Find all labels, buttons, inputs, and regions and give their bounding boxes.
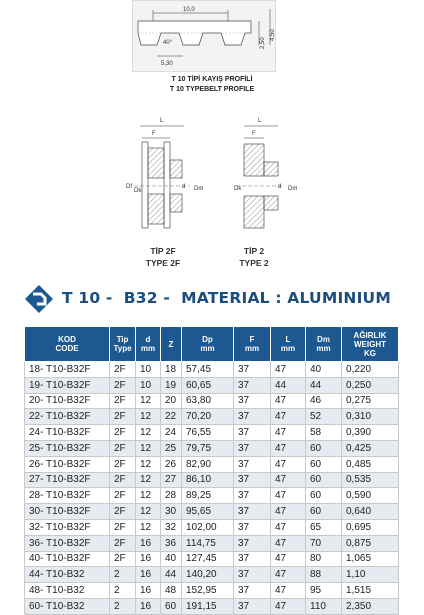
cell-f: 37 bbox=[234, 567, 271, 583]
cell-l: 47 bbox=[271, 425, 306, 441]
cell-dp: 114,75 bbox=[182, 535, 234, 551]
type-2f-drawing bbox=[126, 118, 203, 228]
cell-dp: 152,95 bbox=[182, 583, 234, 599]
header-text: mm bbox=[200, 344, 215, 353]
cell-l: 47 bbox=[271, 393, 306, 409]
cell-dm: 40 bbox=[306, 362, 342, 378]
profile-caption-tr: T 10 TİPİ KAYIŞ PROFİLİ bbox=[171, 76, 253, 83]
belt-profile-svg bbox=[133, 1, 275, 71]
type-2-label-en: TYPE 2 bbox=[239, 258, 269, 268]
table-row bbox=[25, 567, 399, 583]
cell-d: 10 bbox=[136, 377, 161, 393]
cell-dm: 58 bbox=[306, 425, 342, 441]
cell-l: 47 bbox=[271, 535, 306, 551]
cell-weight: 2,350 bbox=[342, 598, 399, 614]
cell-l: 47 bbox=[271, 440, 306, 456]
cell-z: 22 bbox=[161, 409, 182, 425]
svg-text:d: d bbox=[278, 184, 282, 190]
cell-tip: 2F bbox=[110, 519, 136, 535]
cell-l: 47 bbox=[271, 409, 306, 425]
table-row bbox=[25, 440, 399, 456]
header-text: KOD bbox=[58, 335, 76, 344]
cell-d: 12 bbox=[136, 425, 161, 441]
cell-f: 37 bbox=[234, 409, 271, 425]
cell-tip: 2 bbox=[110, 567, 136, 583]
svg-text:F: F bbox=[152, 131, 156, 137]
column-header-z bbox=[161, 327, 182, 362]
cell-d: 16 bbox=[136, 598, 161, 614]
cell-tip: 2F bbox=[110, 377, 136, 393]
belt-profile-drawing bbox=[132, 0, 276, 72]
cell-f: 37 bbox=[234, 488, 271, 504]
cell-d: 12 bbox=[136, 504, 161, 520]
cell-tip: 2F bbox=[110, 472, 136, 488]
cell-z: 20 bbox=[161, 393, 182, 409]
cell-f: 37 bbox=[234, 519, 271, 535]
cell-f: 37 bbox=[234, 425, 271, 441]
svg-text:F: F bbox=[252, 131, 256, 137]
column-header-kod bbox=[25, 327, 110, 362]
cell-z: 40 bbox=[161, 551, 182, 567]
column-header-dp bbox=[182, 327, 234, 362]
cell-weight: 0,640 bbox=[342, 504, 399, 520]
spec-table bbox=[24, 326, 399, 615]
cell-f: 37 bbox=[234, 456, 271, 472]
cell-kod: 27- T10-B32F bbox=[25, 472, 110, 488]
cell-tip: 2F bbox=[110, 504, 136, 520]
header-text: Tip bbox=[116, 335, 129, 344]
cell-weight: 0,485 bbox=[342, 456, 399, 472]
cell-weight: 1,10 bbox=[342, 567, 399, 583]
cell-tip: 2F bbox=[110, 393, 136, 409]
cell-kod: 22- T10-B32F bbox=[25, 409, 110, 425]
cell-kod: 25- T10-B32F bbox=[25, 440, 110, 456]
cell-tip: 2F bbox=[110, 362, 136, 378]
table-row bbox=[25, 598, 399, 614]
cell-f: 37 bbox=[234, 598, 271, 614]
cell-d: 16 bbox=[136, 535, 161, 551]
svg-text:Dk: Dk bbox=[234, 186, 242, 192]
cell-weight: 0,695 bbox=[342, 519, 399, 535]
cell-dp: 57,45 bbox=[182, 362, 234, 378]
cell-dp: 76,55 bbox=[182, 425, 234, 441]
cell-kod: 40- T10-B32F bbox=[25, 551, 110, 567]
cell-weight: 0,250 bbox=[342, 377, 399, 393]
cell-dp: 70,20 bbox=[182, 409, 234, 425]
table-row bbox=[25, 393, 399, 409]
svg-text:Dm: Dm bbox=[194, 186, 204, 192]
cell-dp: 82,90 bbox=[182, 456, 234, 472]
table-row bbox=[25, 377, 399, 393]
header-text: Dm bbox=[317, 335, 330, 344]
cell-kod: 24- T10-B32F bbox=[25, 425, 110, 441]
cell-z: 25 bbox=[161, 440, 182, 456]
table-row bbox=[25, 551, 399, 567]
cell-f: 37 bbox=[234, 535, 271, 551]
table-body bbox=[25, 362, 399, 615]
cell-dp: 60,65 bbox=[182, 377, 234, 393]
column-header-d bbox=[136, 327, 161, 362]
header-text: CODE bbox=[55, 344, 79, 353]
header-text: mm bbox=[244, 344, 260, 353]
table-row bbox=[25, 456, 399, 472]
cell-z: 28 bbox=[161, 488, 182, 504]
cell-dp: 102,00 bbox=[182, 519, 234, 535]
column-header-tip bbox=[110, 327, 136, 362]
table-row bbox=[25, 583, 399, 599]
cell-f: 37 bbox=[234, 551, 271, 567]
cell-dm: 60 bbox=[306, 472, 342, 488]
cell-dp: 140,20 bbox=[182, 567, 234, 583]
svg-text:L: L bbox=[258, 118, 262, 124]
cell-l: 47 bbox=[271, 504, 306, 520]
cell-weight: 0,275 bbox=[342, 393, 399, 409]
cell-d: 12 bbox=[136, 409, 161, 425]
cell-dp: 191,15 bbox=[182, 598, 234, 614]
cell-kod: 48- T10-B32 bbox=[25, 583, 110, 599]
angle-dim: 40° bbox=[163, 40, 173, 46]
cell-tip: 2F bbox=[110, 488, 136, 504]
type-2f-label-tr: TİP 2F bbox=[150, 246, 176, 256]
cell-f: 37 bbox=[234, 440, 271, 456]
cell-z: 26 bbox=[161, 456, 182, 472]
cell-l: 47 bbox=[271, 567, 306, 583]
cell-weight: 1,515 bbox=[342, 583, 399, 599]
cell-d: 12 bbox=[136, 456, 161, 472]
cell-dp: 86,10 bbox=[182, 472, 234, 488]
cell-kod: 19- T10-B32F bbox=[25, 377, 110, 393]
cell-l: 47 bbox=[271, 472, 306, 488]
cell-dp: 79,75 bbox=[182, 440, 234, 456]
width-dim: 5,30 bbox=[161, 61, 173, 67]
cell-kod: 60- T10-B32 bbox=[25, 598, 110, 614]
cell-weight: 0,390 bbox=[342, 425, 399, 441]
cell-dm: 60 bbox=[306, 504, 342, 520]
table-row bbox=[25, 535, 399, 551]
pulley-drawings bbox=[112, 104, 312, 244]
cell-d: 16 bbox=[136, 567, 161, 583]
cell-dp: 89,25 bbox=[182, 488, 234, 504]
cell-kod: 18- T10-B32F bbox=[25, 362, 110, 378]
type-2-label-tr: TİP 2 bbox=[243, 246, 265, 256]
pitch-dim: 10,0 bbox=[183, 7, 195, 13]
cell-d: 12 bbox=[136, 393, 161, 409]
cell-z: 24 bbox=[161, 425, 182, 441]
table-row bbox=[25, 409, 399, 425]
cell-z: 32 bbox=[161, 519, 182, 535]
svg-text:Df: Df bbox=[126, 184, 132, 190]
svg-text:Dm: Dm bbox=[288, 186, 298, 192]
column-header-weight bbox=[342, 327, 399, 362]
cell-l: 47 bbox=[271, 551, 306, 567]
column-header-f bbox=[234, 327, 271, 362]
header-text: d bbox=[145, 335, 151, 344]
cell-kod: 26- T10-B32F bbox=[25, 456, 110, 472]
cell-d: 16 bbox=[136, 551, 161, 567]
tooth-height-dim: 2,50 bbox=[260, 37, 266, 49]
cell-z: 19 bbox=[161, 377, 182, 393]
profile-caption-en: T 10 TYPEBELT PROFILE bbox=[169, 86, 255, 93]
cell-z: 36 bbox=[161, 535, 182, 551]
cell-kod: 30- T10-B32F bbox=[25, 504, 110, 520]
cell-dm: 52 bbox=[306, 409, 342, 425]
cell-d: 16 bbox=[136, 583, 161, 599]
cell-dm: 60 bbox=[306, 440, 342, 456]
column-header-dm bbox=[306, 327, 342, 362]
cell-l: 47 bbox=[271, 456, 306, 472]
cell-tip: 2 bbox=[110, 583, 136, 599]
cell-weight: 0,535 bbox=[342, 472, 399, 488]
cell-dp: 63,80 bbox=[182, 393, 234, 409]
cell-d: 12 bbox=[136, 519, 161, 535]
cell-l: 47 bbox=[271, 519, 306, 535]
svg-text:d: d bbox=[182, 184, 186, 190]
page-title: T 10 - B32 - MATERIAL : ALUMINIUM bbox=[62, 289, 391, 307]
cell-z: 18 bbox=[161, 362, 182, 378]
header-text: WEIGHT bbox=[354, 339, 386, 349]
table-row bbox=[25, 362, 399, 378]
header-text: Type bbox=[113, 344, 132, 353]
cell-weight: 0,875 bbox=[342, 535, 399, 551]
cell-f: 37 bbox=[234, 377, 271, 393]
cell-tip: 2F bbox=[110, 440, 136, 456]
type-2f-label-en: TYPE 2F bbox=[145, 258, 181, 268]
brand-logo-icon bbox=[24, 284, 54, 314]
cell-l: 47 bbox=[271, 362, 306, 378]
cell-l: 47 bbox=[271, 583, 306, 599]
svg-text:Dk: Dk bbox=[134, 188, 142, 194]
cell-weight: 0,425 bbox=[342, 440, 399, 456]
cell-dm: 44 bbox=[306, 377, 342, 393]
svg-text:L: L bbox=[160, 118, 164, 124]
cell-weight: 0,310 bbox=[342, 409, 399, 425]
cell-d: 12 bbox=[136, 488, 161, 504]
cell-d: 12 bbox=[136, 472, 161, 488]
cell-dm: 80 bbox=[306, 551, 342, 567]
cell-tip: 2F bbox=[110, 409, 136, 425]
type-2-drawing bbox=[234, 118, 297, 228]
cell-dm: 46 bbox=[306, 393, 342, 409]
cell-f: 37 bbox=[234, 472, 271, 488]
table-row bbox=[25, 472, 399, 488]
cell-kod: 44- T10-B32 bbox=[25, 567, 110, 583]
header-text: F bbox=[249, 335, 255, 344]
cell-l: 44 bbox=[271, 377, 306, 393]
header-text: mm bbox=[316, 344, 331, 353]
cell-weight: 0,590 bbox=[342, 488, 399, 504]
cell-z: 60 bbox=[161, 598, 182, 614]
cell-dm: 110 bbox=[306, 598, 342, 614]
cell-f: 37 bbox=[234, 504, 271, 520]
header-text: Dp bbox=[202, 335, 213, 344]
cell-dp: 95,65 bbox=[182, 504, 234, 520]
cell-f: 37 bbox=[234, 393, 271, 409]
cell-dm: 70 bbox=[306, 535, 342, 551]
cell-z: 48 bbox=[161, 583, 182, 599]
cell-weight: 0,220 bbox=[342, 362, 399, 378]
cell-z: 27 bbox=[161, 472, 182, 488]
cell-dm: 60 bbox=[306, 456, 342, 472]
cell-d: 12 bbox=[136, 440, 161, 456]
cell-d: 10 bbox=[136, 362, 161, 378]
cell-weight: 1,065 bbox=[342, 551, 399, 567]
cell-z: 44 bbox=[161, 567, 182, 583]
cell-dm: 65 bbox=[306, 519, 342, 535]
cell-l: 47 bbox=[271, 598, 306, 614]
cell-l: 47 bbox=[271, 488, 306, 504]
cell-kod: 36- T10-B32F bbox=[25, 535, 110, 551]
cell-tip: 2F bbox=[110, 551, 136, 567]
cell-dp: 127,45 bbox=[182, 551, 234, 567]
cell-tip: 2F bbox=[110, 535, 136, 551]
cell-tip: 2F bbox=[110, 456, 136, 472]
table-header-row bbox=[25, 327, 399, 362]
table-row bbox=[25, 504, 399, 520]
table-row bbox=[25, 519, 399, 535]
cell-dm: 88 bbox=[306, 567, 342, 583]
cell-dm: 95 bbox=[306, 583, 342, 599]
table-row bbox=[25, 488, 399, 504]
header-text: KG bbox=[364, 348, 376, 358]
cell-z: 30 bbox=[161, 504, 182, 520]
table-row bbox=[25, 425, 399, 441]
total-height-dim: 4,50 bbox=[270, 29, 276, 41]
column-header-l bbox=[271, 327, 306, 362]
header-text: L bbox=[285, 335, 291, 344]
pulley-drawings-svg bbox=[112, 104, 312, 244]
header-text: AĞIRLIK bbox=[353, 330, 387, 340]
cell-tip: 2F bbox=[110, 425, 136, 441]
cell-f: 37 bbox=[234, 362, 271, 378]
header-text: mm bbox=[140, 344, 156, 353]
header-text: mm bbox=[280, 344, 296, 353]
cell-kod: 20- T10-B32F bbox=[25, 393, 110, 409]
cell-kod: 32- T10-B32F bbox=[25, 519, 110, 535]
cell-tip: 2 bbox=[110, 598, 136, 614]
cell-kod: 28- T10-B32F bbox=[25, 488, 110, 504]
cell-dm: 60 bbox=[306, 488, 342, 504]
header-text: Z bbox=[168, 339, 174, 349]
cell-f: 37 bbox=[234, 583, 271, 599]
